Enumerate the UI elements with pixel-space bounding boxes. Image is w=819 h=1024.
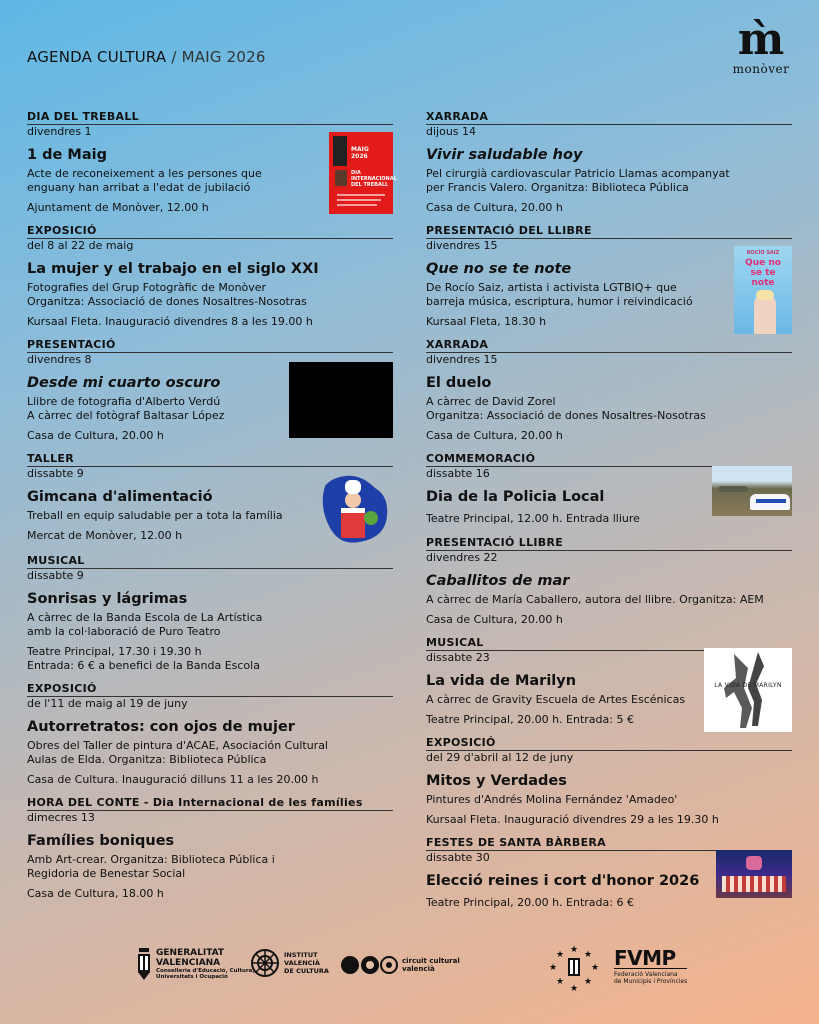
description-line: barreja música, escriptura, humor i reivindicació — [426, 295, 693, 308]
event-title: Famílies boniques — [27, 833, 175, 849]
event-place: Casa de Cultura, 20.00 h — [27, 429, 164, 442]
stars-crest-logo — [548, 942, 600, 994]
event-el-duelo — [426, 338, 792, 452]
circuit-cultural-line: valencià — [402, 965, 435, 973]
event-vivir-saludable-hoy — [426, 110, 792, 224]
svg-text:★: ★ — [583, 977, 593, 987]
poster-text: INTERNACIONAL — [351, 176, 397, 182]
description-line: Pintures d'Andrés Molina Fernández 'Amadeo' — [426, 793, 678, 806]
fvmp-logo — [614, 948, 687, 985]
event-place: Teatre Principal, 20.00 h. Entrada: 6 € — [426, 896, 634, 909]
event-description — [426, 395, 792, 423]
fvmp-subtext: Federació Valenciana — [614, 971, 678, 978]
event-place: Teatre Principal, 20.00 h. Entrada: 5 € — [426, 713, 634, 726]
event-title: Sonrisas y lágrimas — [27, 591, 188, 607]
event-place: Kursaal Fleta, 18.30 h — [426, 315, 547, 328]
circuit-cultural-line: circuit cultural — [402, 957, 460, 965]
poster-text: MAIG — [351, 146, 369, 153]
event-place: Kursaal Fleta. Inauguració divendres 29 a les 19.30 h — [426, 813, 719, 826]
description-line: Acte de reconeixement a les persones que — [27, 167, 262, 180]
description-line: Organitza: Associació de dones Nosaltres-Nosotras — [426, 409, 706, 422]
monover-logo — [726, 14, 796, 76]
description-line: amb la col·laboració de Puro Teatro — [27, 625, 221, 638]
logo-word: monòver — [732, 62, 790, 76]
event-category: XARRADA — [426, 338, 792, 353]
event-title: El duelo — [426, 375, 492, 391]
event-title: Elecció reines i cort d'honor 2026 — [426, 873, 700, 889]
chef-illustration-image — [315, 466, 391, 550]
event-date: divendres 1 — [27, 125, 92, 138]
event-la-mujer-y-el-trabajo — [27, 224, 393, 338]
circuit-cultural-text — [402, 957, 460, 973]
event-category: MUSICAL — [27, 554, 393, 569]
svg-text:★: ★ — [555, 977, 565, 987]
event-title: Vivir saludable hoy — [426, 147, 583, 163]
event-title: Gimcana d'alimentació — [27, 489, 213, 505]
generalitat-name: VALENCIANA — [156, 957, 221, 968]
poster-text: DIA — [351, 170, 361, 176]
event-date: dijous 14 — [426, 125, 477, 138]
description-line: A càrrec de David Zorel — [426, 395, 556, 408]
stars-crest-icon — [548, 942, 600, 994]
svg-text:★: ★ — [583, 950, 593, 960]
category-label: HORA DEL CONTE — [27, 796, 140, 809]
description-line: De Rocío Saiz, artista i activista LGTBIQ+ que — [426, 281, 677, 294]
marilyn-poster-text: LA VIDA DE MARILYN — [714, 682, 782, 689]
event-title: 1 de Maig — [27, 147, 107, 163]
description-line: Pel cirurgià cardiovascular Patricio Llamas acompanyat — [426, 167, 730, 180]
event-place: Casa de Cultura. Inauguració dilluns 11 a les 20.00 h — [27, 773, 319, 786]
event-date: de l'11 de maig al 19 de juny — [27, 697, 188, 710]
event-date: dissabte 23 — [426, 651, 490, 664]
event-place: Kursaal Fleta. Inauguració divendres 8 a les 19.00 h — [27, 315, 313, 328]
event-category: XARRADA — [426, 110, 792, 125]
event-title: Caballitos de mar — [426, 573, 570, 589]
description-line: A càrrec del fotògraf Baltasar López — [27, 409, 225, 422]
event-category: PRESENTACIÓ — [27, 338, 393, 353]
fvmp-acronym: FVMP — [614, 948, 687, 969]
event-date: dimecres 13 — [27, 811, 95, 824]
event-category: EXPOSICIÓ — [426, 736, 792, 751]
place-line: Entrada: 6 € a benefici de la Banda Escola — [27, 659, 260, 672]
event-gimcana-alimentacio — [27, 452, 393, 554]
event-title: Autorretratos: con ojos de mujer — [27, 719, 295, 735]
event-place: Casa de Cultura, 20.00 h — [426, 429, 563, 442]
fvmp-text — [614, 948, 687, 985]
event-eleccio-reines — [426, 836, 792, 916]
svg-text:★: ★ — [590, 963, 600, 973]
title-separator: / — [166, 48, 182, 66]
generalitat-crest-icon — [136, 946, 152, 982]
police-photo-image — [712, 466, 792, 516]
description-line: Llibre de fotografia d'Alberto Verdú — [27, 395, 221, 408]
agenda-period: MAIG 2026 — [181, 48, 266, 66]
description-line: Fotografies del Grup Fotogràfic de Monòver — [27, 281, 267, 294]
event-category: MUSICAL — [426, 636, 792, 651]
ivc-emblem-icon — [250, 948, 280, 978]
poster-text: 2026 — [351, 153, 368, 160]
event-date: divendres 8 — [27, 353, 92, 366]
event-category: PRESENTACIÓ DEL LLIBRE — [426, 224, 792, 239]
agenda-label: AGENDA CULTURA — [27, 48, 167, 66]
event-title: La mujer y el trabajo en el siglo XXI — [27, 261, 319, 277]
event-dia-del-treball — [27, 110, 397, 224]
event-description — [426, 593, 792, 607]
event-caballitos-de-mar — [426, 536, 792, 636]
category-sublabel: - Dia Internacional de les famílies — [139, 796, 363, 809]
event-date: divendres 15 — [426, 353, 498, 366]
ivc-text-line: VALENCIÀ — [284, 959, 320, 967]
event-category: DIA DEL TREBALL — [27, 110, 393, 125]
agenda-title — [27, 48, 266, 66]
event-date: dissabte 30 — [426, 851, 490, 864]
event-title: Desde mi cuarto oscuro — [27, 375, 221, 391]
svg-text:★: ★ — [548, 963, 558, 973]
event-category: TALLER — [27, 452, 393, 467]
description-line: Treball en equip saludable per a tota la família — [27, 509, 283, 522]
event-place: Ajuntament de Monòver, 12.00 h — [27, 201, 209, 214]
event-title: Mitos y Verdades — [426, 773, 567, 789]
book-author-text: ROCÍO SAIZ — [746, 250, 780, 256]
ivc-text-line: INSTITUT — [284, 951, 318, 959]
left-column — [27, 110, 397, 900]
description-line: Organitza: Associació de dones Nosaltres-Nosotras — [27, 295, 307, 308]
event-category: PRESENTACIÓ LLIBRE — [426, 536, 792, 551]
event-date: del 8 al 22 de maig — [27, 239, 134, 252]
dark-room-photo-image — [289, 362, 393, 438]
event-desde-mi-cuarto-oscuro — [27, 338, 393, 452]
maig-poster-image — [329, 132, 397, 214]
event-description — [27, 611, 393, 639]
description-line: A càrrec de María Caballero, autora del llibre. Organitza: AEM — [426, 593, 764, 606]
event-title: Que no se te note — [426, 261, 572, 277]
event-mitos-y-verdades — [426, 736, 792, 836]
description-line: A càrrec de la Banda Escola de La Artística — [27, 611, 263, 624]
event-category: EXPOSICIÓ — [27, 224, 393, 239]
place-line: Teatre Principal, 17.30 i 19.30 h — [27, 645, 202, 658]
event-autorretratos — [27, 682, 393, 796]
event-place: Casa de Cultura, 20.00 h — [426, 201, 563, 214]
event-place: Mercat de Monòver, 12.00 h — [27, 529, 183, 542]
poster-text: DEL TREBALL — [351, 182, 389, 188]
event-description — [27, 739, 393, 767]
event-place: Teatre Principal, 12.00 h. Entrada lliure — [426, 512, 640, 525]
event-dia-policia-local — [426, 452, 792, 536]
circuit-cultural-dots-icon — [340, 955, 398, 975]
event-place: Casa de Cultura, 18.00 h — [27, 887, 164, 900]
event-category: FESTES DE SANTA BÀRBERA — [426, 836, 792, 851]
event-date: dissabte 9 — [27, 467, 84, 480]
svg-text:★: ★ — [555, 950, 565, 960]
svg-text:★: ★ — [569, 984, 579, 994]
festival-stage-image — [716, 850, 792, 898]
generalitat-valenciana-logo — [136, 946, 254, 982]
ivc-text-line: DE CULTURA — [284, 967, 329, 975]
circuit-cultural-valencia-logo — [340, 955, 460, 975]
event-description — [426, 167, 792, 195]
book-title-text: Que no se te note — [745, 258, 781, 288]
event-title: Dia de la Policia Local — [426, 489, 605, 505]
logo-mark: m̀ — [737, 14, 785, 65]
event-date: dissabte 9 — [27, 569, 84, 582]
marilyn-poster-image — [704, 648, 792, 732]
event-category: EXPOSICIÓ — [27, 682, 393, 697]
ivc-text — [284, 951, 329, 975]
ivc-logo — [250, 948, 329, 978]
event-sonrisas-y-lagrimas — [27, 554, 393, 682]
fvmp-subtext: de Municipis i Províncies — [614, 978, 688, 985]
event-category: COMMEMORACIÓ — [426, 452, 792, 467]
event-que-no-se-te-note — [426, 224, 792, 338]
event-la-vida-de-marilyn — [426, 636, 792, 736]
event-date: dissabte 16 — [426, 467, 490, 480]
event-description — [426, 793, 792, 807]
event-place — [27, 645, 393, 673]
description-line: enguany han arribat a l'edat de jubilació — [27, 181, 251, 194]
event-description — [27, 281, 393, 309]
description-line: Amb Art-crear. Organitza: Biblioteca Pública i — [27, 853, 275, 866]
event-date: divendres 15 — [426, 239, 498, 252]
event-category — [27, 796, 393, 811]
description-line: A càrrec de Gravity Escuela de Artes Escénicas — [426, 693, 686, 706]
event-title: La vida de Marilyn — [426, 673, 577, 689]
description-line: Aulas de Elda. Organitza: Biblioteca Pública — [27, 753, 267, 766]
generalitat-subtext: Universitats i Ocupació — [156, 974, 228, 980]
event-families-boniques — [27, 796, 393, 900]
event-place: Casa de Cultura, 20.00 h — [426, 613, 563, 626]
description-line: per Francis Valero. Organitza: Biblioteca Pública — [426, 181, 689, 194]
description-line: Obres del Taller de pintura d'ACAE, Asociación Cultural — [27, 739, 328, 752]
generalitat-subtext: Conselleria d'Educació, Cultura, — [156, 967, 255, 974]
generalitat-text — [156, 948, 254, 981]
event-date: divendres 22 — [426, 551, 498, 564]
svg-text:★: ★ — [569, 945, 579, 955]
event-description — [27, 853, 393, 881]
generalitat-name: GENERALITAT — [156, 947, 225, 958]
description-line: Regidoria de Benestar Social — [27, 867, 186, 880]
event-date: del 29 d'abril al 12 de juny — [426, 751, 574, 764]
book-cover-image — [734, 246, 792, 334]
sponsor-logos — [0, 938, 819, 998]
right-column — [426, 110, 792, 916]
